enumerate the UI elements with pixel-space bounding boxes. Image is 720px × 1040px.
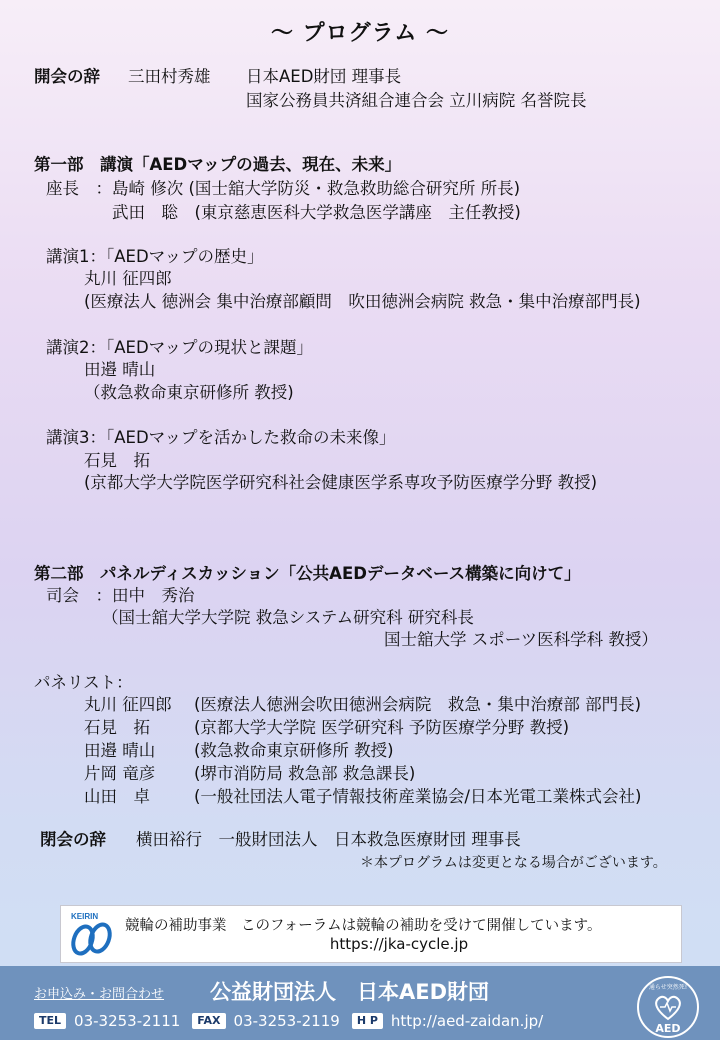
talk-3-affiliation: (京都大学大学院医学研究科社会健康医学系専攻予防医療学分野 教授) [84, 473, 598, 492]
panelist-3-affiliation: (救急救命東京研修所 教授) [194, 741, 394, 760]
chair-1: 島崎 修次 (国士舘大学防災・救急救助総合研究所 所長) [112, 179, 521, 198]
panelist-1-name: 丸川 征四郎 [84, 695, 172, 714]
homepage-link[interactable]: http://aed-zaidan.jp/ [390, 1012, 544, 1030]
chair-2: 武田 聡 (東京慈恵医科大学救急医学講座 主任教授) [112, 203, 521, 222]
closing-text: 横田裕行 一般財団法人 日本救急医療財団 理事長 [136, 830, 521, 849]
badge-aed-text: AED [655, 1022, 681, 1035]
panelist-2-affiliation: (京都大学大学院 医学研究科 予防医療学分野 教授) [194, 718, 570, 737]
panelist-5-name: 山田 卓 [84, 787, 150, 806]
footer-bar [0, 966, 720, 1040]
panelist-5-affiliation: (一般社団法人電子情報技術産業協会/日本光電工業株式会社) [194, 787, 642, 806]
panelist-3-name: 田邉 晴山 [84, 741, 156, 760]
closing-label: 閉会の辞 [40, 830, 106, 849]
part2-heading: 第二部 パネルディスカッション「公共AEDデータベース構築に向けて」 [34, 564, 581, 583]
organization-name: 公益財団法人 日本AED財団 [210, 980, 490, 1004]
sponsor-text: 競輪の補助事業 このフォーラムは競輪の補助を受けて開催しています。 [125, 918, 602, 934]
page-title: ～ プログラム ～ [270, 21, 450, 46]
contact-label: お申込み・お問合わせ [34, 987, 165, 1002]
panelist-2-name: 石見 拓 [84, 718, 150, 737]
fax-number: 03-3253-2119 [233, 1012, 340, 1030]
panelist-1-affiliation: (医療法人徳洲会吹田徳洲会病院 救急・集中治療部 部門長) [194, 695, 642, 714]
opening-name: 三田村秀雄 [128, 67, 211, 86]
fax-tag: FAX [192, 1013, 225, 1029]
part1-heading: 第一部 講演「AEDマップの過去、現在、未来」 [34, 155, 402, 174]
keirin-logo-icon [65, 910, 117, 958]
panelist-4-name: 片岡 竜彦 [84, 764, 156, 783]
keirin-logo-text: KEIRIN [71, 912, 99, 921]
opening-role-1: 日本AED財団 理事長 [246, 67, 402, 86]
badge-arc-text: 通らせ突然死! [648, 984, 688, 991]
sponsor-url-link[interactable]: https://jka-cycle.jp [329, 935, 469, 953]
talk-3-title: 講演3：「AEDマップを活かした救命の未来像」 [46, 428, 396, 447]
chair-label: 座長 ： [46, 179, 112, 198]
opening-label: 開会の辞 [34, 67, 100, 86]
moderator-affiliation-2: 国士舘大学 スポーツ医科学科 教授） [384, 630, 658, 649]
opening-role-2: 国家公務員共済組合連合会 立川病院 名誉院長 [246, 91, 587, 110]
keirin-sponsor-box [60, 905, 682, 963]
contact-row [34, 1010, 555, 1032]
hp-tag: H P [352, 1013, 383, 1029]
tel-tag: TEL [34, 1013, 66, 1029]
talk-2-speaker: 田邉 晴山 [84, 360, 156, 379]
talk-1-title: 講演1：「AEDマップの歴史」 [46, 247, 264, 266]
talk-2-affiliation: （救急救命東京研修所 教授) [84, 383, 294, 402]
talk-1-affiliation: (医療法人 徳洲会 集中治療部顧問 吹田徳洲会病院 救急・集中治療部門長) [84, 292, 641, 311]
talk-2-title: 講演2：「AEDマップの現状と課題」 [46, 338, 314, 357]
talk-1-speaker: 丸川 征四郎 [84, 269, 172, 288]
moderator-affiliation-1: （国士舘大学大学院 救急システム研究科 研究科長 [102, 608, 474, 627]
tel-number[interactable]: 03-3253-2111 [74, 1012, 181, 1030]
moderator-name: 田中 秀治 [112, 586, 195, 605]
panelist-4-affiliation: (堺市消防局 救急部 救急課長) [194, 764, 416, 783]
program-change-note: ＊本プログラムは変更となる場合がございます。 [360, 855, 667, 871]
moderator-label: 司会 ： [46, 586, 112, 605]
talk-3-speaker: 石見 拓 [84, 451, 150, 470]
aed-heart-badge-icon [636, 975, 700, 1039]
panelists-label: パネリスト： [34, 673, 133, 692]
